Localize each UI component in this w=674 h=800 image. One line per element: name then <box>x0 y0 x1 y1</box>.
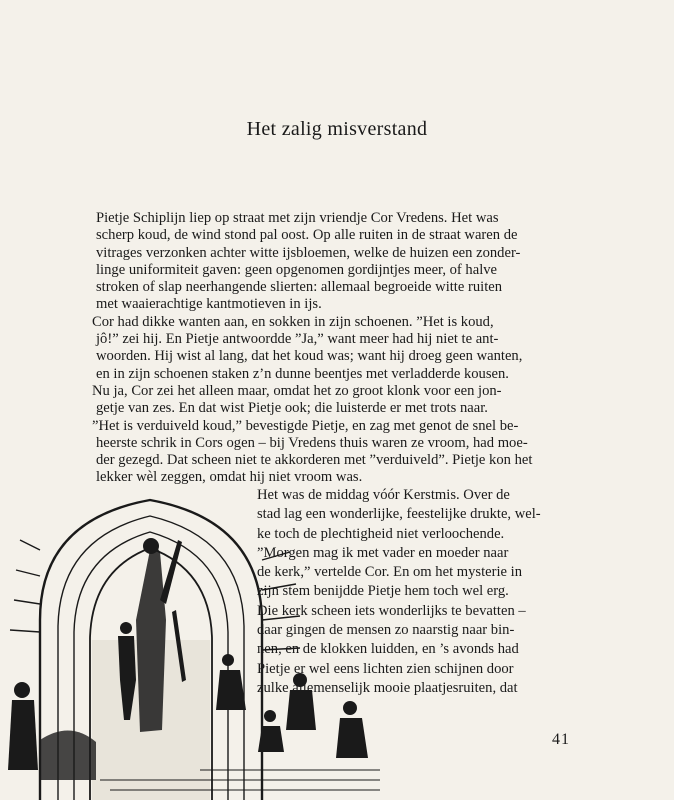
body-text-side-column <box>257 486 587 698</box>
text-line: stroken of slap neerhangende slierten: allemaal begroeide witte ruiten <box>96 279 503 296</box>
text-line: Pietje Schiplijn liep op straat met zijn vriendje Cor Vredens. Het was <box>96 210 499 226</box>
text-line: zulke allemenselijk mooie plaatjesruiten, dat <box>257 679 518 696</box>
text-line: en in zijn schoenen staken z’n dunne beentjes met verladderde kousen. <box>96 365 509 382</box>
text-line: stad lag een wonderlijke, feestelijke drukte, wel- <box>257 506 541 523</box>
text-line: Cor had dikke wanten aan, en sokken in zijn schoenen. ”Het is koud, <box>92 313 494 330</box>
body-text-full-width <box>92 210 586 487</box>
text-line: scherp koud, de wind stond pal oost. Op alle ruiten in de straat waren de <box>96 227 518 244</box>
text-line: jô!” zei hij. En Pietje antwoordde ”Ja,” want meer had hij niet te ant- <box>96 331 499 348</box>
text-line: de kerk,” vertelde Cor. En om het mysterie in <box>257 564 523 581</box>
text-line: zijn stem benijdde Pietje hem toch wel erg. <box>257 583 509 600</box>
text-line: Die kerk scheen iets wonderlijks te bevatten – <box>257 602 526 619</box>
text-line: getje van zes. En dat wist Pietje ook; die luisterde er met trots naar. <box>96 400 488 417</box>
text-line: ”Het is verduiveld koud,” bevestigde Pietje, en zag met genot de snel be- <box>92 417 519 434</box>
text-line: met waaierachtige kantmotieven in ijs. <box>96 296 322 313</box>
text-line: vitrages verzonken achter witte ijsbloemen, welke de huizen een zonder- <box>96 244 521 261</box>
text-line: nen, en de klokken luidden, en ’s avonds had <box>257 641 519 658</box>
text-line: linge uniformiteit gaven: geen opgenomen gordijntjes meer, of halve <box>96 261 498 278</box>
text-line: Pietje er wel eens lichten zien schijnen door <box>257 660 514 677</box>
text-line: lekker wèl zeggen, omdat hij niet vroom was. <box>96 469 363 486</box>
text-line: Het was de middag vóór Kerstmis. Over de <box>257 487 510 503</box>
text-line: der gezegd. Dat scheen niet te akkorderen met ”verduiveld”. Pietje kon het <box>96 452 533 469</box>
page-number: 41 <box>552 731 570 748</box>
chapter-title: Het zalig misverstand <box>246 118 428 140</box>
text-line: daar gingen de mensen zo naarstig naar bin- <box>257 622 515 639</box>
text-line: heerste schrik in Cors ogen – bij Vredens thuis waren ze vroom, had moe- <box>96 434 528 451</box>
text-line: Nu ja, Cor zei het alleen maar, omdat het zo groot klonk voor een jon- <box>92 382 502 399</box>
text-line: woorden. Hij wist al lang, dat het koud was; want hij droeg geen wanten, <box>96 348 523 365</box>
text-line: ke toch de plechtigheid niet verloochende. <box>257 525 505 542</box>
text-line: ”Morgen mag ik met vader en moeder naar <box>257 544 509 561</box>
